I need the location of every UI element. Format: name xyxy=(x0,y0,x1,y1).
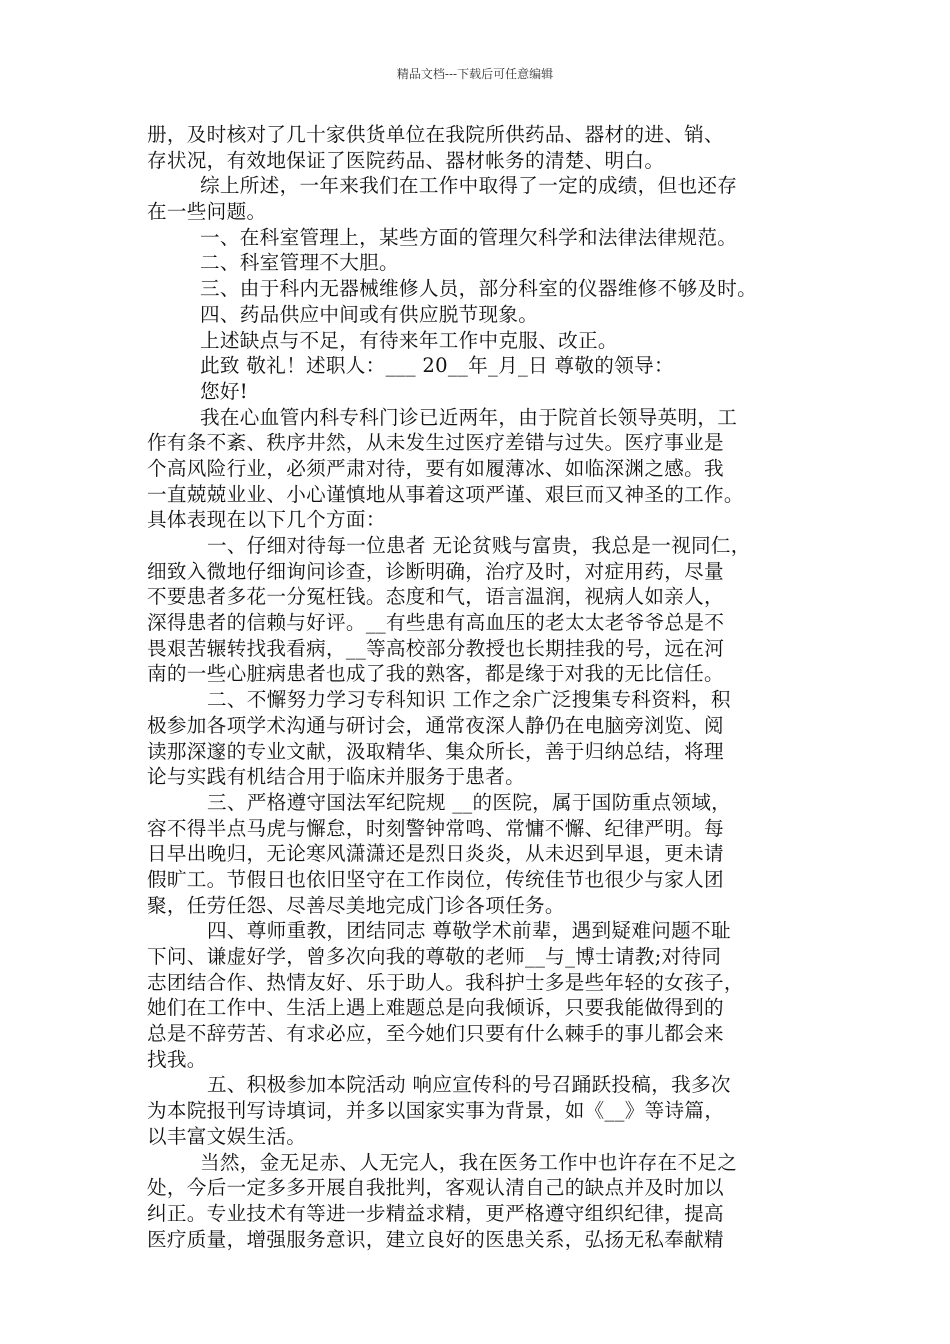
text-line: 五、积极参加本院活动 响应宣传科的号召踊跃投稿，我多次 xyxy=(207,1073,731,1097)
text-line: 一、在科室管理上，某些方面的管理欠科学和法律法律规范。 xyxy=(200,225,738,249)
text-line: 读那深邃的专业文献，汲取精华、集众所长，善于归纳总结，将理 xyxy=(147,739,724,763)
text-line: 论与实践有机结合用于临床并服务于患者。 xyxy=(147,765,525,789)
text-line: 三、由于科内无器械维修人员，部分科室的仪器维修不够及时。 xyxy=(200,277,758,301)
text-line: 医疗质量，增强服务意识，建立良好的医患关系，弘扬无私奉献精 xyxy=(147,1227,724,1251)
text-line: 志团结合作、热情友好、乐于助人。我科护士多是些年轻的女孩子， xyxy=(147,970,744,994)
text-line: 我在心血管内科专科门诊已近两年，由于院首长领导英明，工 xyxy=(200,405,738,429)
text-line: 上述缺点与不足，有待来年工作中克服、改正。 xyxy=(200,328,618,352)
text-line: 细致入微地仔细询问诊查，诊断明确，治疗及时，对症用药，尽量 xyxy=(147,559,724,583)
text-line: 不要患者多花一分冤枉钱。态度和气，语言温润，视病人如亲人， xyxy=(147,585,724,609)
text-line: 畏艰苦辗转找我看病，__等高校部分教授也长期挂我的号，远在河 xyxy=(147,636,725,660)
text-line: 册，及时核对了几十家供货单位在我院所供药品、器材的进、销、 xyxy=(147,123,724,146)
text-line: 以丰富文娱生活。 xyxy=(147,1124,307,1148)
text-line: 四、药品供应中间或有供应脱节现象。 xyxy=(200,302,539,326)
text-line: 她们在工作中、生活上遇上难题总是向我倾诉，只要我能做得到的 xyxy=(147,996,724,1020)
text-line: 您好! xyxy=(200,379,248,403)
text-line: 找我。 xyxy=(147,1047,207,1071)
text-line: 二、科室管理不大胆。 xyxy=(200,251,399,275)
text-line: 日早出晚归，无论寒风潇潇还是烈日炎炎，从未迟到早退，更未请 xyxy=(147,842,724,866)
text-line: 当然，金无足赤、人无完人，我在医务工作中也许存在不足之 xyxy=(200,1150,738,1174)
text-line: 南的一些心脏病患者也成了我的熟客，都是缘于对我的无比信任。 xyxy=(147,662,724,686)
text-line: 一、仔细对待每一位患者 无论贫贱与富贵，我总是一视同仁， xyxy=(207,534,751,557)
text-line: 作有条不紊、秩序井然，从未发生过医疗差错与过失。医疗事业是 xyxy=(147,431,724,455)
text-line: 具体表现在以下几个方面： xyxy=(147,508,386,532)
text-line: 个高风险行业，必须严肃对待，要有如履薄冰、如临深渊之感。我 xyxy=(147,456,724,480)
text-line: 为本院报刊写诗填词，并多以国家实事为背景，如《__》等诗篇， xyxy=(147,1099,725,1123)
text-line: 聚，任劳任怨、尽善尽美地完成门诊各项任务。 xyxy=(147,893,565,917)
text-line: 容不得半点马虎与懈怠，时刻警钟常鸣、常慵不懈、纪律严明。每 xyxy=(147,816,724,840)
text-line: 在一些问题。 xyxy=(147,200,267,224)
text-line: 综上所述，一年来我们在工作中取得了一定的成绩，但也还存 xyxy=(200,174,738,198)
text-line: 纠正。专业技术有等进一步精益求精，更严格遵守组织纪律，提高 xyxy=(147,1201,724,1225)
text-line: 极参加各项学术沟通与研讨会，通常夜深人静仍在电脑旁浏览、阅 xyxy=(147,713,724,737)
text-line: 四、尊师重教，团结同志 尊敬学术前辈，遇到疑难问题不耻 xyxy=(207,919,731,943)
text-line: 假旷工。节假日也依旧坚守在工作岗位，传统佳节也很少与家人团 xyxy=(147,867,724,891)
text-line: 此致 敬礼！述职人：___ 20__年_月_日 尊敬的领导： xyxy=(200,354,674,378)
text-line: 下问、谦虚好学，曾多次向我的尊敬的老师__与_博士请教;对待同 xyxy=(147,945,722,968)
text-line: 处，今后一定多多开展自我批判，客观认清自己的缺点并及时加以 xyxy=(147,1176,724,1200)
text-line: 一直兢兢业业、小心谨慎地从事着这项严谨、艰巨而又神圣的工作。 xyxy=(147,482,744,506)
text-line: 存状况，有效地保证了医院药品、器材帐务的清楚、明白。 xyxy=(147,148,665,172)
text-line: 二、不懈努力学习专科知识 工作之余广泛搜集专科资料，积 xyxy=(207,688,731,712)
text-line: 深得患者的信赖与好评。__有些患有高血压的老太太老爷爷总是不 xyxy=(147,611,725,635)
document-body xyxy=(147,122,827,1252)
page-header: 精品文档---下载后可任意编辑 xyxy=(396,67,554,81)
text-line: 总是不辞劳苦、有求必应，至今她们只要有什么棘手的事儿都会来 xyxy=(147,1022,724,1046)
text-line: 三、严格遵守国法军纪院规 __的医院，属于国防重点领域， xyxy=(207,790,732,814)
